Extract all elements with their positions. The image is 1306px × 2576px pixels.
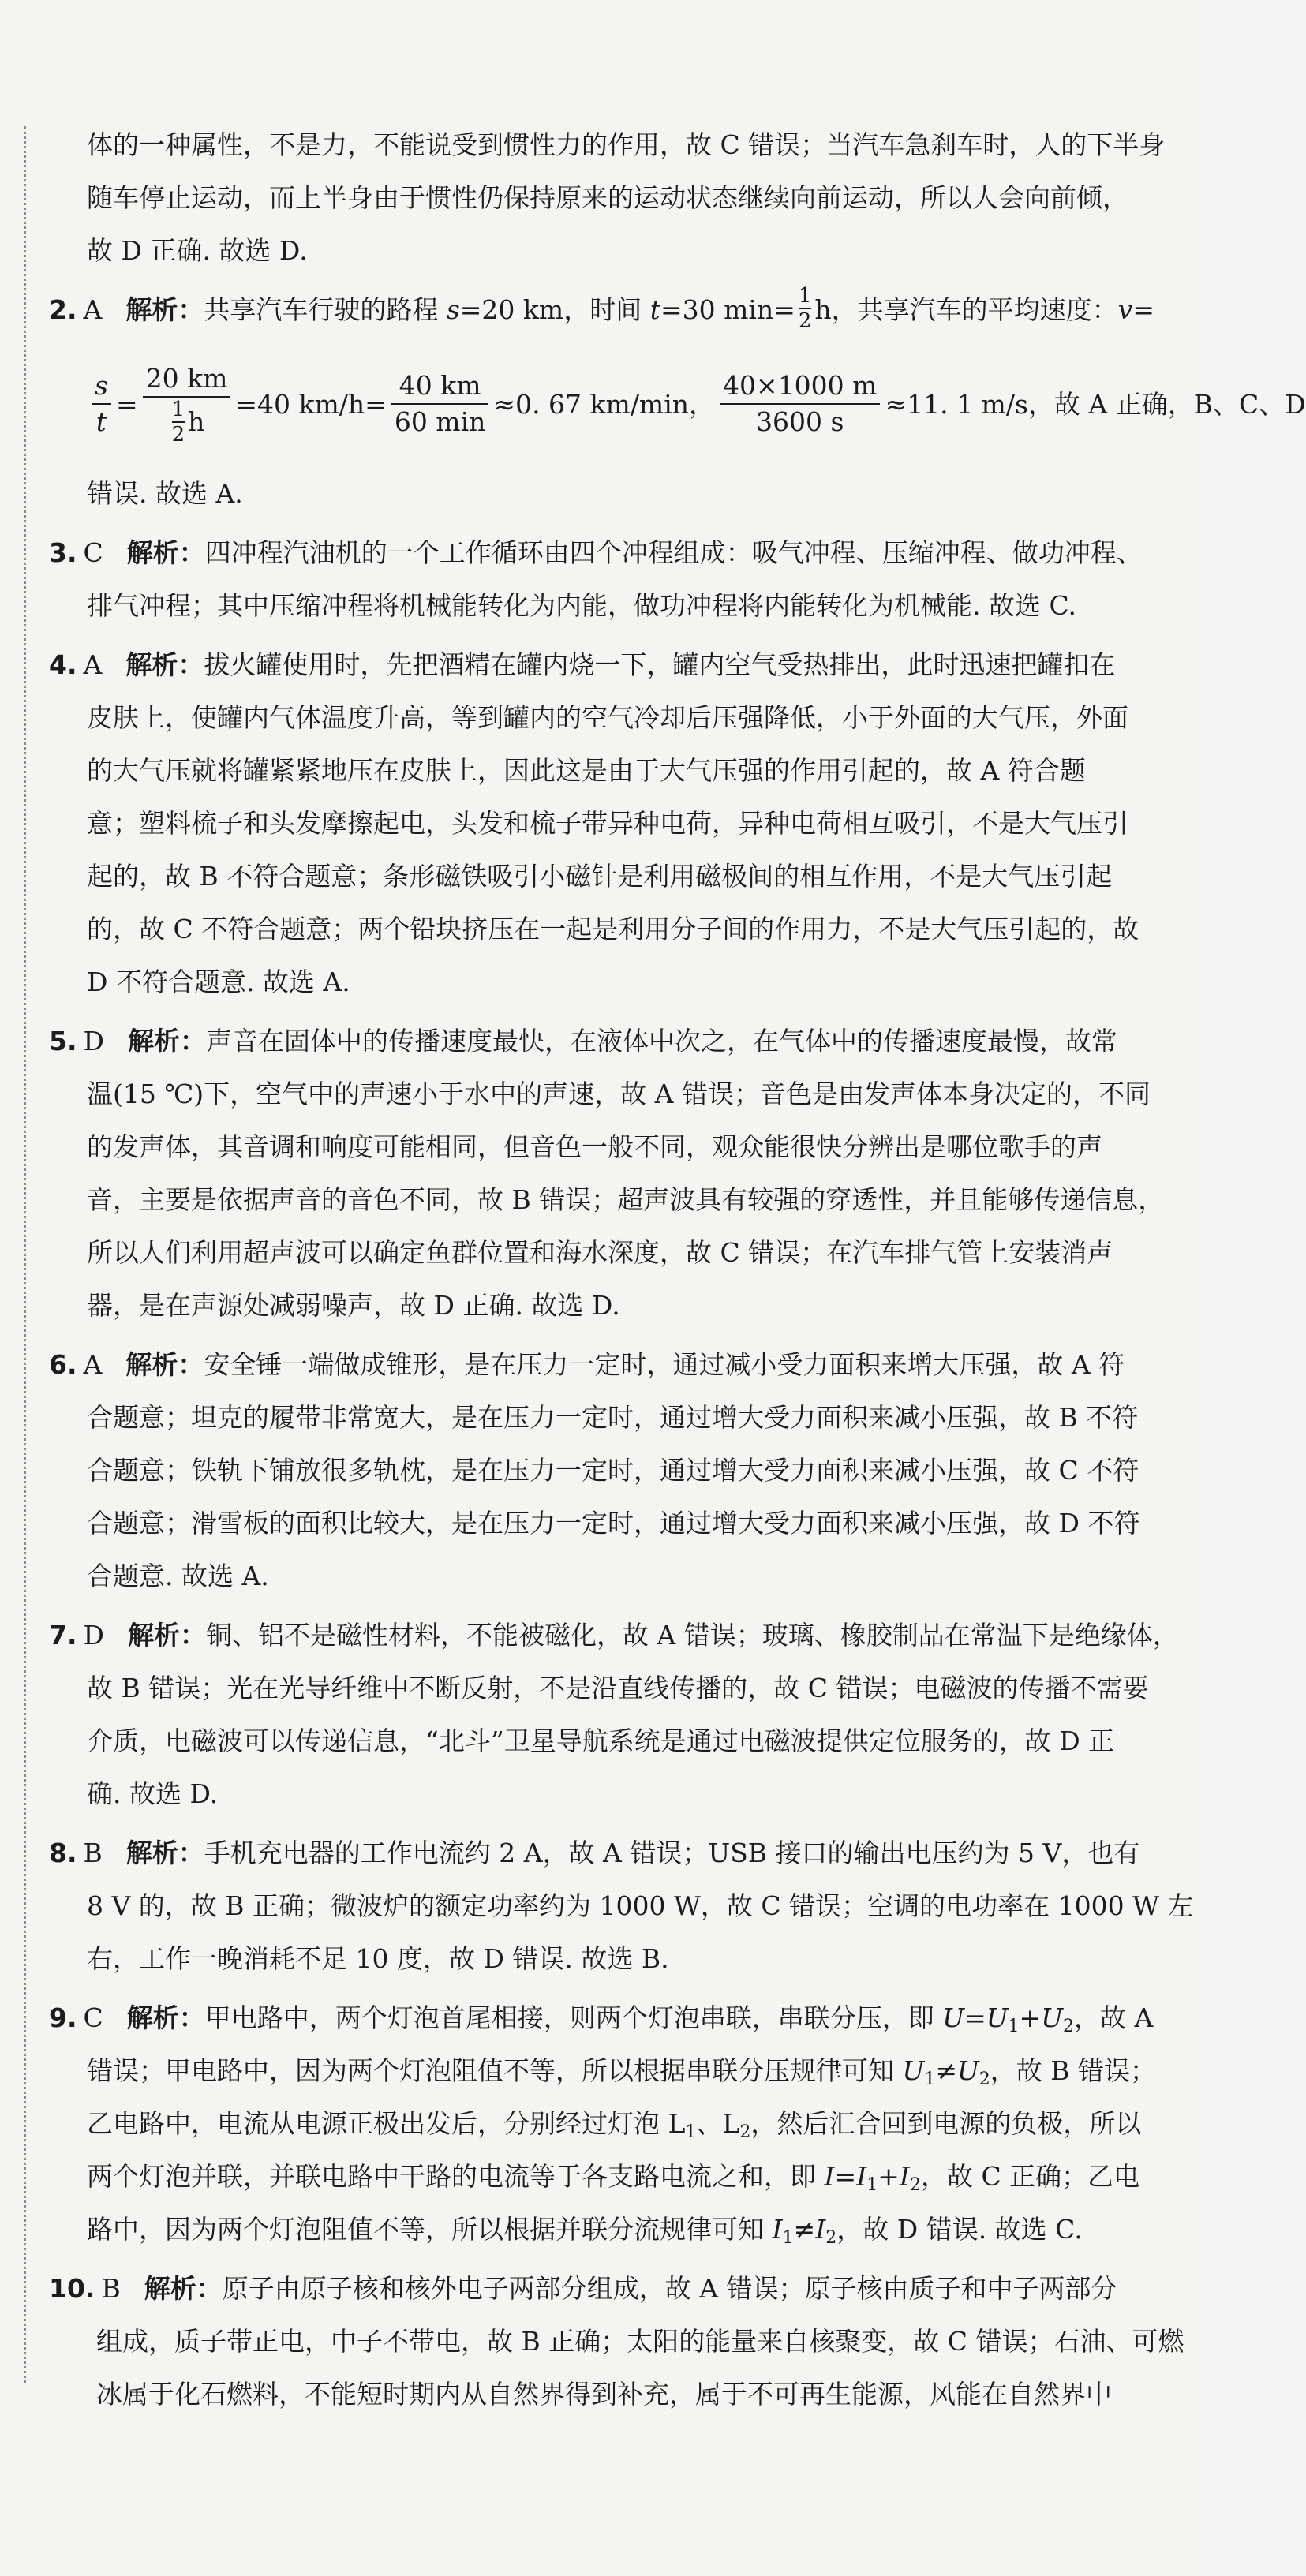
analysis-label: 解析： (125, 649, 204, 680)
question-number: 6. (49, 1349, 77, 1380)
text-line: 起的，故 B 不符合题意；条形磁铁吸引小磁针是利用磁极间的相互作用，不是大气压引起 (87, 861, 1113, 892)
subscript: 1 (782, 2228, 794, 2248)
text-line: D 不符合题意. 故选 A. (87, 966, 350, 997)
text: h，共享汽车的平均速度： (814, 294, 1118, 325)
text-line: 所以人们利用超声波可以确定鱼群位置和海水深度，故 C 错误；在汽车排气管上安装消声 (87, 1237, 1113, 1268)
text: = (964, 2002, 986, 2033)
variable: I (815, 2214, 826, 2245)
text: 手机充电器的工作电流约 2 A，故 A 错误；USB 接口的输出电压约为 5 V，也有 (204, 1838, 1140, 1868)
variable: U (902, 2055, 925, 2086)
text: 两个灯泡并联，并联电路中干路的电流等于各支路电流之和，即 (87, 2161, 825, 2192)
subscript: 1 (924, 2069, 936, 2089)
q1-explanation (49, 118, 1177, 277)
text-line: 冰属于化石燃料，不能短时期内从自然界得到补充，属于不可再生能源，风能在自然界中 (96, 2379, 1112, 2410)
fraction-40km-over-60min (391, 368, 489, 439)
answer-choice: A (83, 649, 103, 680)
analysis-label: 解析： (125, 1349, 204, 1380)
text-line: 合题意；滑雪板的面积比较大，是在压力一定时，通过增大受力面积来减小压强，故 D 不符 (87, 1508, 1140, 1538)
denominator: 60 min (394, 406, 486, 437)
answer-choice: C (83, 537, 103, 568)
text-line: 确. 故选 D. (87, 1778, 219, 1809)
question-6 (49, 1338, 1177, 1602)
text-line (49, 1338, 1177, 1391)
text-line: 错误. 故选 A. (87, 478, 243, 509)
text: 路中，因为两个灯泡阻值不等，所以根据并联分流规律可知 (87, 2214, 773, 2245)
answer-choice: C (83, 2002, 103, 2033)
text: + (878, 2161, 900, 2192)
text-line (49, 2097, 1177, 2150)
text: ，故 B 错误； (990, 2055, 1157, 2086)
variable: I (899, 2161, 910, 2192)
answer-choice: A (83, 294, 103, 325)
text: =30 min= (660, 294, 795, 325)
numerator: s (95, 370, 108, 401)
text: ≠ (793, 2214, 816, 2245)
text: ≈0. 67 km/min， (493, 388, 716, 420)
denominator (166, 398, 208, 447)
variable: U (942, 2002, 965, 2033)
text-line: 右，工作一晚消耗不足 10 度，故 D 错误. 故选 B. (87, 1943, 669, 1974)
text-line (49, 1609, 1177, 1662)
binding-margin-line (24, 126, 26, 2383)
text-line: 故 B 错误；光在光导纤维中不断反射，不是沿直线传播的，故 C 错误；电磁波的传播不需要 (87, 1673, 1149, 1703)
text-line: 合题意；坦克的履带非常宽大，是在压力一定时，通过增大受力面积来减小压强，故 B 不符 (87, 1402, 1139, 1433)
numerator: 20 km (145, 363, 228, 394)
question-number: 3. (49, 537, 77, 568)
question-number: 4. (49, 649, 77, 680)
subscript: 2 (825, 2228, 837, 2248)
text: = (834, 2161, 857, 2192)
subscript: 2 (909, 2175, 921, 2195)
text-line (49, 2203, 1177, 2256)
variable: t (649, 294, 660, 325)
variable: s (446, 294, 460, 325)
analysis-label: 解析： (127, 1620, 206, 1651)
text-line: 排气冲程；其中压缩冲程将机械能转化为内能，做功冲程将内能转化为机械能. 故选 C. (87, 590, 1077, 621)
text-line: 故 D 正确. 故选 D. (87, 235, 308, 266)
analysis-label: 解析： (125, 1838, 204, 1868)
answer-content (49, 118, 1306, 2421)
text-line: 介质，电磁波可以传递信息，“北斗”卫星导航系统是通过电磁波提供定位服务的，故 D 正 (87, 1725, 1115, 1756)
analysis-label: 解析： (126, 2002, 205, 2033)
text: 拔火罐使用时，先把酒精在罐内烧一下，罐内空气受热排出，此时迅速把罐扣在 (204, 649, 1116, 680)
variable: I (772, 2214, 783, 2245)
variable: U (1041, 2002, 1063, 2033)
text-line (49, 1826, 1177, 1879)
text: 铜、铝不是磁性材料，不能被磁化，故 A 错误；玻璃、橡胶制品在常温下是绝缘体， (205, 1620, 1179, 1651)
text: = (1132, 294, 1154, 325)
subscript: 1 (866, 2175, 878, 2195)
text: =20 km，时间 (459, 294, 650, 325)
text: 安全锤一端做成锥形，是在压力一定时，通过减小受力面积来增大压强，故 A 符 (204, 1349, 1125, 1380)
text-line: 的大气压就将罐紧紧地压在皮肤上，因此这是由于大气压强的作用引起的，故 A 符合题 (87, 755, 1086, 786)
equals-sign: = (115, 388, 138, 420)
text-line (49, 638, 1177, 691)
numerator: 1 (171, 398, 185, 421)
denominator: t (95, 406, 107, 437)
text: 错误；甲电路中，因为两个灯泡阻值不等，所以根据串联分压规律可知 (87, 2055, 903, 2086)
text: ，故 C 正确；乙电 (920, 2161, 1140, 2192)
subscript: 2 (979, 2069, 990, 2089)
text: ≈11. 1 m/s，故 A 正确，B、C、D (885, 388, 1306, 420)
answer-choice: A (83, 1349, 103, 1380)
variable: U (956, 2055, 979, 2086)
question-3 (49, 526, 1177, 632)
variable: U (986, 2002, 1009, 2033)
text: ，故 D 错误. 故选 C. (836, 2214, 1083, 2245)
question-number: 5. (49, 1026, 77, 1056)
text: 共享汽车行驶的路程 (204, 294, 447, 325)
text: 声音在固体中的传播速度最快，在液体中次之，在气体中的传播速度最慢，故常 (205, 1026, 1117, 1056)
numerator: 1 (798, 284, 812, 308)
fraction-40000m-over-3600s (720, 368, 880, 439)
text-line: 合题意. 故选 A. (87, 1561, 269, 1591)
analysis-label: 解析： (125, 294, 204, 325)
question-2 (49, 283, 1306, 520)
answer-choice: B (83, 1838, 103, 1868)
text-line: 随车停止运动，而上半身由于惯性仍保持原来的运动状态继续向前运动，所以人会向前倾， (87, 182, 1128, 213)
text-line (49, 2150, 1177, 2203)
text: 甲电路中，两个灯泡首尾相接，则两个灯泡串联，串联分压，即 (204, 2002, 943, 2033)
subscript: 2 (1063, 2017, 1074, 2036)
question-number: 9. (49, 2002, 77, 2033)
text-line: 的发声体，其音调和响度可能相同，但音色一般不同，观众能很快分辨出是哪位歌手的声 (87, 1131, 1102, 1162)
velocity-equation (49, 341, 1306, 467)
analysis-label: 解析： (144, 2273, 223, 2304)
question-number: 10. (49, 2273, 95, 2304)
text-line: 音，主要是依据声音的音色不同，故 B 错误；超声波具有较强的穿透性，并且能够传递信息， (87, 1184, 1165, 1215)
analysis-label: 解析： (127, 1026, 206, 1056)
variable: I (824, 2161, 835, 2192)
subscript: 2 (739, 2122, 751, 2142)
fraction-20km-over-half-h (143, 361, 231, 447)
denominator: 2 (798, 309, 812, 333)
fraction-s-over-t (92, 368, 111, 439)
equation-body (87, 341, 1306, 467)
text-line (49, 283, 1177, 336)
question-number: 8. (49, 1838, 77, 1868)
text-line: 合题意；铁轨下铺放很多轨枕，是在压力一定时，通过增大受力面积来减小压强，故 C 不符 (87, 1455, 1139, 1486)
text-line: 器，是在声源处减弱噪声，故 D 正确. 故选 D. (87, 1290, 620, 1321)
text: =40 km/h= (235, 388, 387, 420)
numerator: 40×1000 m (723, 370, 878, 401)
text-line (49, 2044, 1177, 2097)
answer-choice: B (101, 2273, 121, 2304)
denominator: 3600 s (756, 406, 844, 437)
text-line (49, 2262, 1177, 2315)
subscript: 1 (1008, 2017, 1020, 2036)
text: 乙电路中，电流从电源正极出发后，分别经过灯泡 L (87, 2108, 686, 2139)
text: ≠ (935, 2055, 957, 2086)
denominator: 2 (171, 423, 185, 447)
text: ，然后汇合回到电源的负极，所以 (750, 2108, 1142, 2139)
answer-choice: D (83, 1620, 104, 1651)
fraction-half (799, 284, 812, 333)
question-9 (49, 1991, 1177, 2256)
question-7 (49, 1609, 1177, 1820)
question-4 (49, 638, 1177, 1008)
question-number: 2. (49, 294, 77, 325)
text-line (49, 1991, 1177, 2044)
text-line: 组成，质子带正电，中子不带电，故 B 正确；太阳的能量来自核聚变，故 C 错误；石油、可燃 (96, 2326, 1184, 2357)
text-line: 皮肤上，使罐内气体温度升高，等到罐内的空气冷却后压强降低，小于外面的大气压，外面 (87, 702, 1128, 733)
text-line (49, 1015, 1177, 1067)
text: 、L (696, 2108, 740, 2139)
text-line: 的，故 C 不符合题意；两个铅块挤压在一起是利用分子间的作用力，不是大气压引起的，故 (87, 914, 1139, 944)
question-number: 7. (49, 1620, 77, 1651)
subscript: 1 (685, 2122, 697, 2142)
text-line: 温(15 ℃)下，空气中的声速小于水中的声速，故 A 错误；音色是由发声体本身决定的，不同 (87, 1079, 1151, 1109)
text-line: 意；塑料梳子和头发摩擦起电，头发和梳子带异种电荷，异种电荷相互吸引，不是大气压引 (87, 808, 1128, 839)
text: 原子由原子核和核外电子两部分组成，故 A 错误；原子核由质子和中子两部分 (222, 2273, 1117, 2304)
text: 四冲程汽油机的一个工作循环由四个冲程组成：吸气冲程、压缩冲程、做功冲程、 (204, 537, 1143, 568)
text: + (1019, 2002, 1042, 2033)
text: ，故 A (1074, 2002, 1154, 2033)
question-10 (49, 2262, 1184, 2421)
text-line (49, 526, 1177, 579)
fraction-half (172, 398, 185, 447)
variable: v (1117, 294, 1133, 325)
question-5 (49, 1015, 1177, 1332)
question-8 (49, 1826, 1194, 1985)
answer-choice: D (83, 1026, 104, 1056)
analysis-label: 解析： (126, 537, 205, 568)
text-line: 体的一种属性，不是力，不能说受到惯性力的作用，故 C 错误；当汽车急刹车时，人的下半身 (87, 129, 1166, 160)
variable: I (856, 2161, 867, 2192)
text-line: 8 V 的，故 B 正确；微波炉的额定功率约为 1000 W，故 C 错误；空调的电功率在 1000 W 左 (87, 1890, 1194, 1921)
numerator: 40 km (399, 370, 481, 401)
unit: h (188, 406, 205, 437)
